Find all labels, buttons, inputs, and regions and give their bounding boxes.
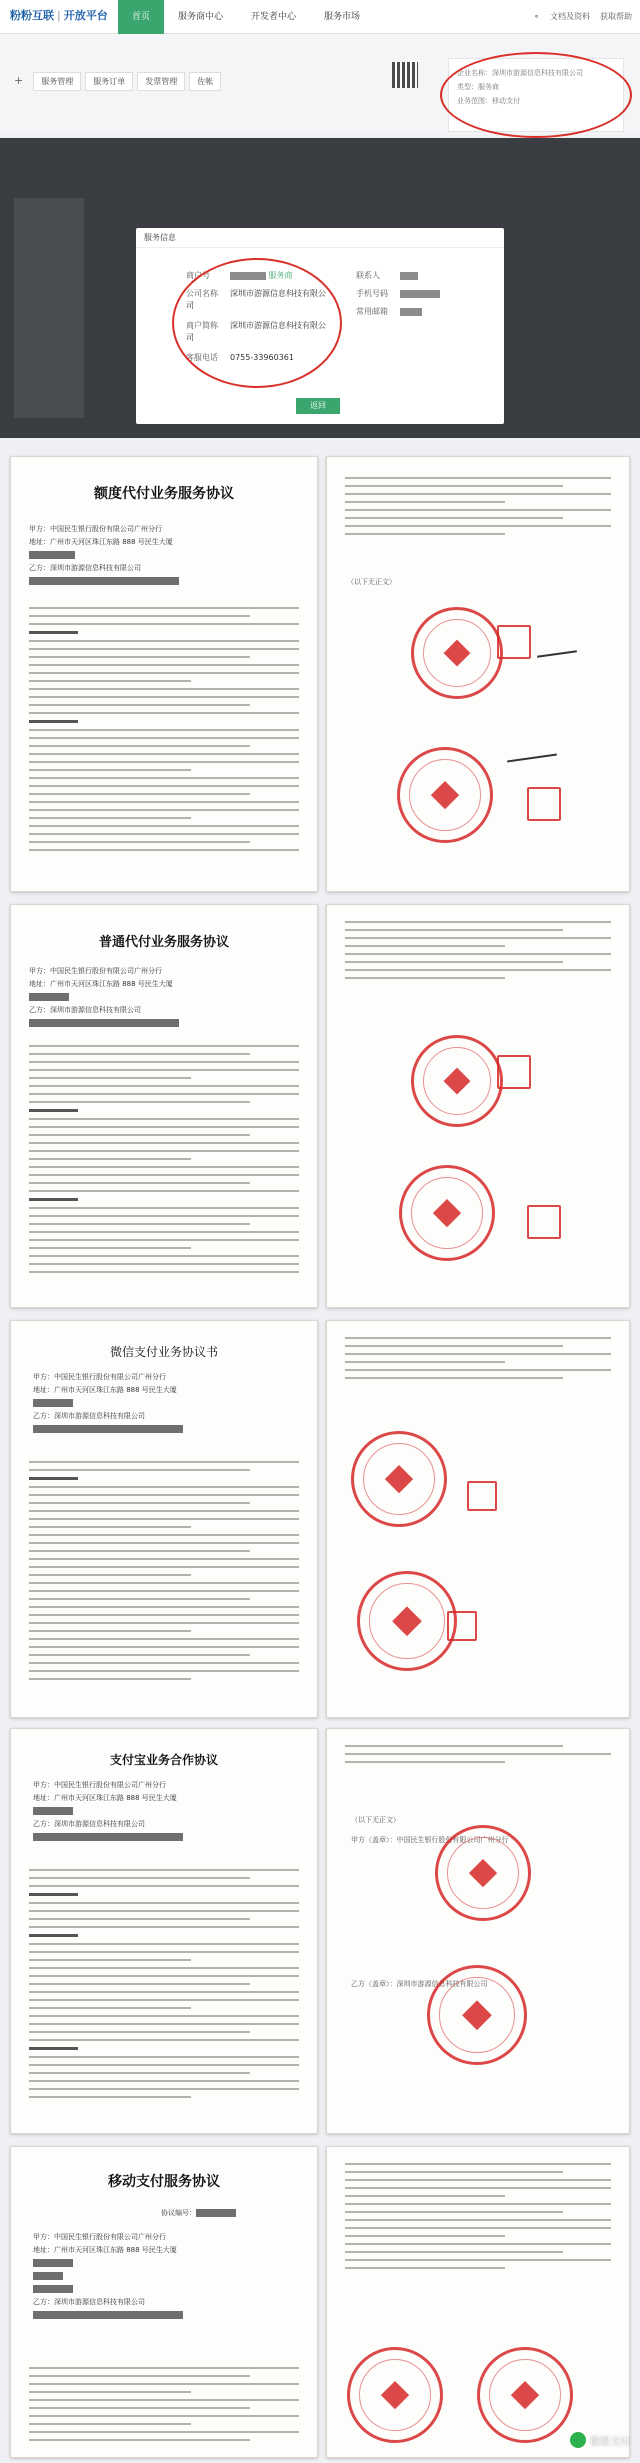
party-a-2: 中国民生银行股份有限公司广州分行 [50,967,162,975]
red-seal-i [347,2347,443,2443]
account-value: 深圳市游源信息科技有限公司 [186,321,326,342]
address-1: 广州市天河区珠江东路 888 号民生大厦 [50,538,173,546]
docs-link[interactable]: 文档及资料 [550,12,590,21]
red-seal-e [351,1431,447,1527]
ledger-button[interactable]: 佐帐 [189,72,221,91]
main-nav [118,0,374,34]
agreement-page-2-right [326,904,630,1308]
party-a-5: 中国民生银行股份有限公司广州分行 [54,2233,166,2241]
account-row: 商户简称 深圳市游源信息科技有限公司 [186,321,326,342]
agreement-page-4-right: （以下无正文） 甲方（盖章）：中国民生银行股份有限公司广州分行 乙方（盖章）：深圳市游源信息科技有限公司 [326,1728,630,2134]
plus-icon[interactable]: + [14,74,24,87]
nav-home[interactable]: 首页 [118,0,164,34]
highlight-ring [440,52,632,138]
top-right-links [533,0,632,34]
red-seal-h [427,1965,527,2065]
doc-title-4: 支付宝业务合作协议 [109,1753,218,1767]
doc-title-3: 微信支付业务协议书 [109,1345,218,1359]
party-a-1: 中国民生银行股份有限公司广州分行 [50,525,162,533]
rect-stamp-e [467,1481,497,1511]
merchant-company: 企业名称：深圳市游源信息科技有限公司 [457,69,583,77]
rect-stamp-a [497,625,531,659]
address-5: 广州市天河区珠江东路 888 号民生大厦 [54,2246,177,2254]
nav-developer-center[interactable]: 开发者中心 [251,12,297,22]
mobile-row: 手机号码 [356,288,440,299]
agreement-page-4-left: 支付宝业务合作协议 甲方：中国民生银行股份有限公司广州分行 地址：广州市天河区珠江东路 888 号民生大厦 乙方：深圳市游源信息科技有限公司 [10,1728,318,2134]
nav-provider-center[interactable]: 服务商中心 [178,12,224,22]
red-seal-j [477,2347,573,2443]
party-a-3: 中国民生银行股份有限公司广州分行 [54,1373,166,1381]
agreement-page-5-left: 移动支付服务协议 协议编号： 甲方：中国民生银行股份有限公司广州分行 地址：广州市天河区珠江东路 888 号民生大厦 乙方：深圳市游源信息科技有限公司 [10,2146,318,2458]
wechat-watermark [570,2432,630,2448]
service-manage-button[interactable]: 服务管理 [33,72,81,91]
email-row: 常用邮箱 [356,306,422,317]
portal-screenshot [0,0,640,135]
phone-value: 0755-33960361 [230,353,294,362]
party-b-5: 深圳市游源信息科技有限公司 [54,2298,145,2306]
red-seal-c [411,1035,503,1127]
red-seal-f [357,1571,457,1671]
doc-title-5: 移动支付服务协议 [108,2174,220,2190]
brand-sub: 开放平台 [63,9,108,22]
merchant-scope: 业务范围：移动支付 [457,97,520,105]
phone-row: 客服电话 0755-33960361 [186,353,294,362]
bell-icon[interactable]: ⚬ [533,12,540,21]
wechat-icon [570,2432,586,2448]
party-b-2: 深圳市游源信息科技有限公司 [50,1006,141,1014]
party-b-3: 深圳市游源信息科技有限公司 [54,1412,145,1420]
red-seal-g [435,1825,531,1921]
doc-title-1: 额度代付业务服务协议 [94,486,234,502]
agreement-page-5-right [326,2146,630,2458]
brand-logo[interactable]: 粉粉互联 | 开放平台 [10,9,108,22]
service-toolbar [14,72,221,91]
agreement-page-2-left: 普通代付业务服务协议 甲方：中国民生银行股份有限公司广州分行 地址：广州市天河区珠江东路 888 号民生大厦 乙方：深圳市游源信息科技有限公司 [10,904,318,1308]
merchant-status: 服务商 [268,271,293,280]
nav-market[interactable]: 服务市场 [324,12,361,22]
watermark-text: 敬银支付 [590,2436,630,2448]
address-4: 广州市天河区珠江东路 888 号民生大厦 [54,1794,177,1802]
top-bar [0,0,640,34]
modal-title: 服务信息 [136,228,504,248]
company-value: 深圳市游源信息科技有限公司 [186,289,326,310]
merchant-type: 类型：服务商 [457,83,499,91]
agreement-page-3-right [326,1320,630,1718]
agreement-page-3-left: 微信支付业务协议书 甲方：中国民生银行股份有限公司广州分行 地址：广州市天河区珠江东路 888 号民生大厦 乙方：深圳市游源信息科技有限公司 [10,1320,318,1718]
rect-stamp-f [447,1611,477,1641]
party-a-4: 中国民生银行股份有限公司广州分行 [54,1781,166,1789]
rect-stamp-b [527,787,561,821]
dim-sidebar [14,198,84,418]
red-seal-b [397,747,493,843]
help-link[interactable]: 获取帮助 [600,12,632,21]
qr-code-icon [392,62,418,88]
invoice-button[interactable]: 发票管理 [137,72,185,91]
party-b-1: 深圳市游源信息科技有限公司 [50,564,141,572]
rect-stamp-d [527,1205,561,1239]
company-row: 公司名称 深圳市游源信息科技有限公司 [186,289,326,310]
agreement-page-1-right: （以下无正文） [326,456,630,892]
red-seal-d [399,1165,495,1261]
address-3: 广州市天河区珠江东路 888 号民生大厦 [54,1386,177,1394]
contact-row: 联系人 [356,270,418,281]
agreement-page-1-left: 额度代付业务服务协议 甲方：中国民生银行股份有限公司广州分行 地址：广州市天河区珠江东路 888 号民生大厦 乙方：深圳市游源信息科技有限公司 [10,456,318,892]
modal-highlight-ring [172,258,342,388]
red-seal-a [411,607,503,699]
brand-name: 粉粉互联 [10,9,54,22]
back-button[interactable]: 返回 [296,398,340,414]
doc-title-2: 普通代付业务服务协议 [98,935,229,950]
service-order-button[interactable]: 服务订单 [85,72,133,91]
party-b-4: 深圳市游源信息科技有限公司 [54,1820,145,1828]
rect-stamp-c [497,1055,531,1089]
address-2: 广州市天河区珠江东路 888 号民生大厦 [50,980,173,988]
merchant-no-row: 商户号 服务商 [186,271,293,280]
